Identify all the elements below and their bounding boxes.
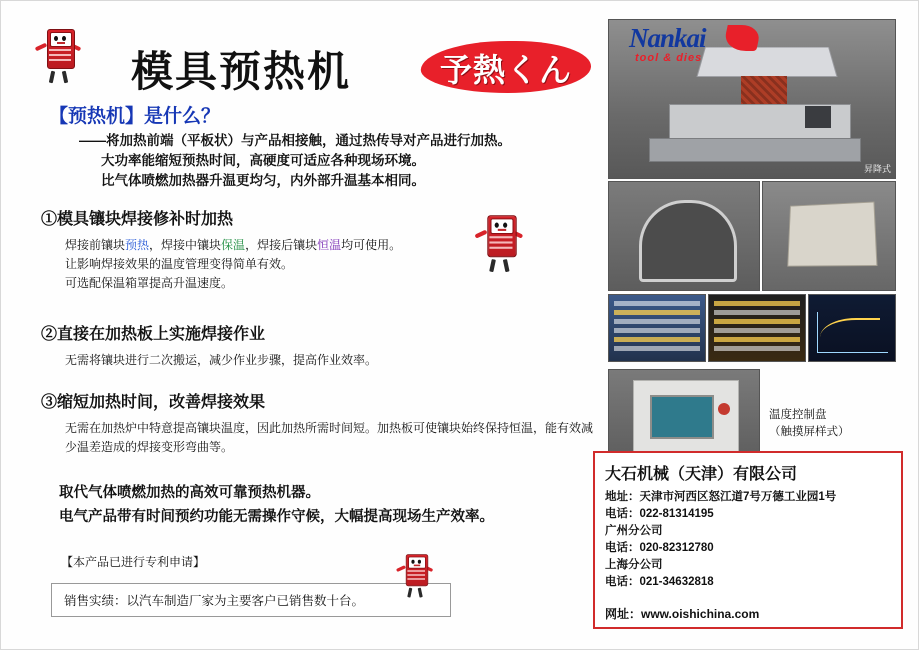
section-1-body-line-2: 让影响焊接效果的温度管理变得简单有效。 bbox=[65, 257, 294, 271]
heater-mascot-icon-small bbox=[401, 551, 433, 597]
section-3-body: 无需在加热炉中特意提高镶块温度，因此加热所需时间短。加热板可使镶块始终保持恒温，能有效减少温差造成的焊接变形弯曲等。 bbox=[65, 421, 594, 454]
intro-line-1: ——将加热前端（平板状）与产品相接触，通过热传导对产品进行加热。 bbox=[79, 133, 511, 148]
patent-note: 【本产品已进行专利申请】 bbox=[61, 555, 206, 569]
closing-line-1: 取代气体喷燃加热的高效可靠预热机器。 bbox=[59, 485, 320, 501]
contact-branch-shanghai-phone: 电话：021-34632818 bbox=[605, 576, 714, 588]
contact-company: 大石机械（天津）有限公司 bbox=[605, 466, 798, 483]
intro-line-3: 比气体喷燃加热器升温更均匀，内外部升温基本相同。 bbox=[101, 173, 425, 188]
section-1-body-line-3: 可选配保温箱罩提高升温速度。 bbox=[65, 276, 234, 290]
controller-caption-line-2: （触摸屏样式） bbox=[769, 426, 850, 438]
brand-logo-subtitle: tool & dies bbox=[635, 52, 703, 64]
section-2 bbox=[41, 321, 601, 370]
contact-website[interactable]: 网址：www.oishichina.com bbox=[605, 607, 760, 621]
contact-box bbox=[593, 451, 903, 629]
s1-part-0: 焊接前镶块 bbox=[65, 238, 126, 252]
photo-control-screen-2 bbox=[708, 294, 806, 362]
section-2-body: 无需将镶块进行二次搬运，减少作业步骤，提高作业效率。 bbox=[65, 353, 378, 367]
photo-control-screen-1 bbox=[608, 294, 706, 362]
photo-heating-chamber bbox=[608, 181, 760, 291]
photo-machine-caption: 昇降式 bbox=[863, 164, 891, 174]
section-2-title: ②直接在加热板上实施焊接作业 bbox=[41, 326, 266, 343]
controller-caption bbox=[769, 407, 899, 441]
s1-part-4: ，焊接后镶块 bbox=[245, 238, 318, 252]
document-header bbox=[41, 19, 601, 96]
contact-phone-main: 电话：022-81314195 bbox=[605, 508, 714, 520]
brand-logo-name: Nankai bbox=[629, 23, 706, 53]
controller-caption-line-1: 温度控制盘 bbox=[769, 409, 827, 421]
photo-temperature-graph bbox=[808, 294, 896, 362]
brand-logo bbox=[629, 23, 769, 69]
s1-part-3: 保温 bbox=[221, 238, 246, 252]
s1-part-2: ，焊接中镶块 bbox=[149, 238, 222, 252]
heater-mascot-icon bbox=[41, 25, 81, 83]
page-title: 模具预热机 bbox=[131, 50, 352, 96]
sales-record-text: 销售实绩：以汽车制造厂家为主要客户已销售数十台。 bbox=[64, 594, 365, 608]
section-1-title: ①模具镶块焊接修补时加热 bbox=[41, 211, 234, 228]
intro-line-2: 大功率能缩短预热时间，高硬度可适应各种现场环境。 bbox=[101, 153, 425, 168]
contact-branch-shanghai: 上海分公司 bbox=[605, 559, 663, 571]
contact-branch-guangzhou: 广州分公司 bbox=[605, 525, 663, 537]
s1-part-5: 恒温 bbox=[317, 238, 342, 252]
closing-statement bbox=[59, 481, 599, 529]
product-logo bbox=[421, 41, 591, 93]
section-3 bbox=[41, 389, 601, 457]
photo-insulation-cover bbox=[762, 181, 896, 291]
product-logo-text: 予熱くん bbox=[439, 52, 572, 88]
s1-part-1: 预热 bbox=[125, 238, 150, 252]
contact-branch-guangzhou-phone: 电话：020-82312780 bbox=[605, 542, 714, 554]
contact-address: 地址：天津市河西区怒江道7号万德工业园1号 bbox=[605, 491, 837, 503]
intro-lead bbox=[79, 131, 599, 191]
intro-question: 【预热机】是什么？ bbox=[49, 106, 221, 127]
s1-part-6: 均可使用。 bbox=[341, 238, 402, 252]
closing-line-2: 电气产品带有时间预约功能无需操作守候，大幅提高现场生产效率。 bbox=[59, 509, 494, 525]
sales-record-box bbox=[51, 583, 451, 617]
heater-mascot-icon-mid bbox=[481, 211, 523, 272]
section-3-title: ③缩短加热时间，改善焊接效果 bbox=[41, 394, 266, 411]
